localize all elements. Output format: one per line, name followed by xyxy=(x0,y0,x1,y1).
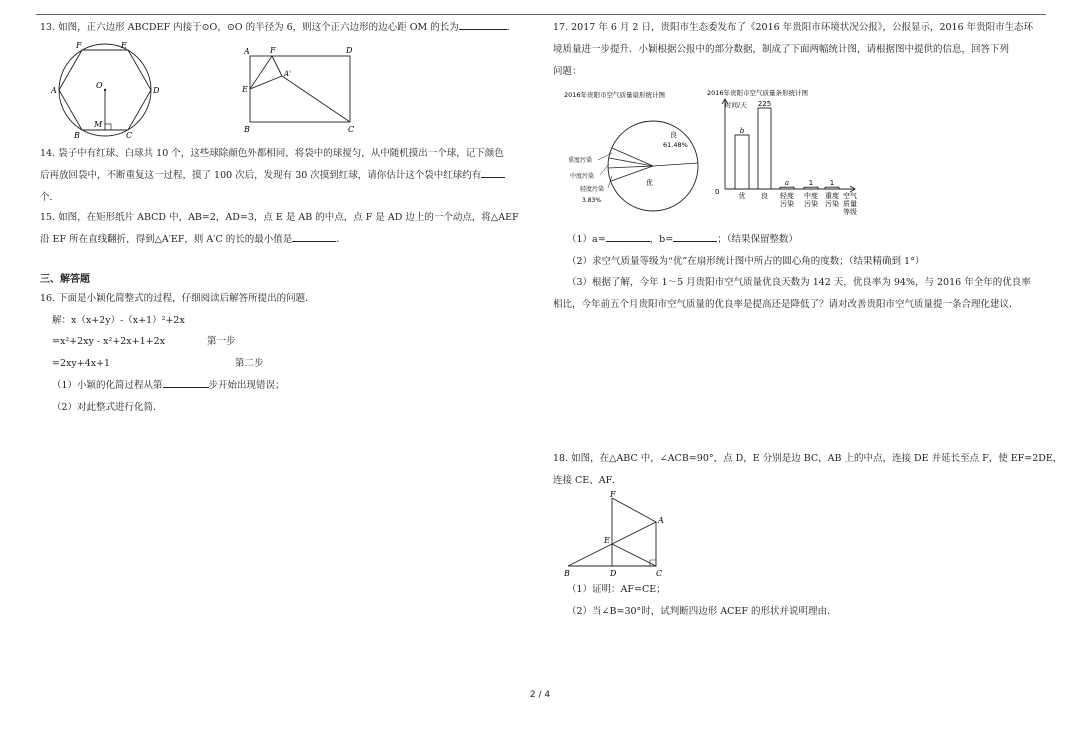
bar-1 xyxy=(758,108,771,189)
q17-sub1: （1）a= ，b= ；（结果保留整数） xyxy=(567,234,798,245)
q16-answer-blank[interactable] xyxy=(163,387,209,388)
tri-label-F: F xyxy=(610,490,616,499)
rect-label-E: E xyxy=(242,85,248,94)
q16-sub2: （2）对此整式进行化简． xyxy=(52,402,163,413)
bar-tick-label-4: 重度 xyxy=(825,192,839,200)
q17-sub3-line2: 相比，今年前五个月贵阳市空气质量的优良率是提高还是降低了？请对改善贵阳市空气质量提一条合理化建议． xyxy=(553,299,1019,310)
bar-xlabel-line: 空气 xyxy=(843,192,857,200)
bar-2 xyxy=(780,187,794,189)
hex-label-F: F xyxy=(76,41,82,50)
q15-answer-blank[interactable] xyxy=(292,241,336,242)
pie-label-qingdu-pct: 3.83% xyxy=(582,197,602,204)
bar-xlabel xyxy=(843,191,857,216)
pie-label-liang: 良 xyxy=(670,131,677,139)
bar-3 xyxy=(804,187,818,189)
q17-line1: 17. 2017 年 6 月 2 日，贵阳市生态委发布了《2016 年贵阳市环境状况公报》，公报显示，2016 年贵阳市生态环 xyxy=(553,22,1034,33)
hex-label-D: D xyxy=(153,86,160,95)
pie-label-liang-pct: 61.48% xyxy=(663,141,688,149)
pie-label-you: 优 xyxy=(646,179,653,187)
pie-label-qingdu: 轻度污染 xyxy=(580,186,605,193)
bar-data-label-1: 225 xyxy=(757,100,772,108)
pie-label-zhongdu: 中度污染 xyxy=(570,173,595,180)
q16-solve: 解：x（x+2y）-（x+1）²+2x xyxy=(52,315,185,326)
q14-line2: 后再放回袋中，不断重复这一过程，摸了 100 次后，发现有 30 次摸到红球，请你估计这个袋中红球约有 xyxy=(40,170,505,182)
hex-label-O: O xyxy=(96,81,103,90)
bar-data-label-4: 1 xyxy=(829,179,835,188)
hex-label-B: B xyxy=(74,131,80,138)
bar-tick-label-1: 良 xyxy=(761,192,768,200)
tri-label-A: A xyxy=(658,516,664,525)
bar-origin: 0 xyxy=(715,188,720,196)
bar-4 xyxy=(825,187,839,189)
tri-label-B: B xyxy=(564,569,570,578)
q16-sub1: （1）小颖的化简过程从第 步开始出现错误； xyxy=(52,380,285,391)
bar-title: 2016年贵阳市空气质量条形统计图 xyxy=(707,89,809,97)
section3-heading: 三、解答题 xyxy=(40,274,90,285)
pie-title: 2016年贵阳市空气质量扇形统计图 xyxy=(564,91,666,99)
rect-label-A: A xyxy=(244,47,250,56)
q13-answer-blank[interactable] xyxy=(459,29,507,30)
q16-step2-label: 第二步 xyxy=(235,358,264,369)
bar-tick-label-3: 中度 xyxy=(804,192,818,200)
rect-label-C: C xyxy=(348,125,355,134)
q18-sub1: （1）证明：AF=CE； xyxy=(567,584,666,595)
bar-tick-label-2: 污染 xyxy=(780,200,794,208)
q15-line1: 15. 如图，在矩形纸片 ABCD 中，AB=2，AD=3，点 E 是 AB 的中点，点 F 是 AD 边上的一个动点，将△AEF xyxy=(40,212,519,223)
q18-sub2: （2）当∠B=30°时，试判断四边形 ACEF 的形状并说明理由． xyxy=(567,606,837,617)
q15-line2: 沿 EF 所在直线翻折，得到△A′EF，则 A′C 的长的最小值是 ． xyxy=(40,234,346,245)
q14-line1: 14. 袋子中有红球、白球共 10 个，这些球除颜色外都相同，将袋中的球搅匀，从中随机摸出一个球，记下颜色 xyxy=(40,148,504,159)
pie-slice-edge-1 xyxy=(653,163,698,166)
q13-stem: 13. 如图，正六边形 ABCDEF 内接于⊙O，⊙O 的半径为 6，则这个正六边形的边心距 OM 的长为 ． xyxy=(40,22,517,33)
tri-label-E: E xyxy=(604,536,610,545)
pie-slice-edge-4 xyxy=(608,166,653,168)
rect-label-A-prime: A' xyxy=(284,70,291,78)
bar-xlabel-line: 等级 xyxy=(843,208,857,216)
q14-line3: 个． xyxy=(40,192,60,203)
q18-triangle-figure xyxy=(560,490,670,578)
q18-line2: 连接 CE、AF． xyxy=(553,475,622,486)
q16-step2-expr: =2xy+4x+1 xyxy=(52,358,111,369)
q14-answer-blank[interactable] xyxy=(481,177,505,178)
q16-step1-label: 第一步 xyxy=(207,336,236,347)
q17-bar-chart xyxy=(705,86,865,226)
bar-data-label-3: 1 xyxy=(808,179,814,188)
bar-tick-label-3: 污染 xyxy=(804,200,818,208)
q16-step1-expr: =x²+2xy - x²+2x+1+2x xyxy=(52,336,165,347)
q17-a-blank[interactable] xyxy=(606,241,650,242)
bar-0 xyxy=(735,135,749,189)
rect-label-F: F xyxy=(270,46,276,55)
rect-label-D: D xyxy=(346,46,353,55)
tri-label-D: D xyxy=(610,569,617,578)
q18-line1: 18. 如图，在△ABC 中，∠ACB=90°，点 D，E 分别是边 BC，AB 上的中点，连接 DE 并延长至点 F，使 EF=2DE， xyxy=(553,453,1063,464)
q17-pie-chart xyxy=(560,86,705,216)
bar-xlabel-line: 质量 xyxy=(843,200,857,208)
q16-stem: 16. 下面是小颖化简整式的过程，仔细阅读后解答所提出的问题． xyxy=(40,293,315,304)
bar-tick-label-0: 优 xyxy=(738,192,746,200)
page-number: 2 / 4 xyxy=(529,690,551,700)
q17-line2: 境质量进一步提升．小颖根据公报中的部分数据，制成了下面两幅统计图，请根据图中提供的信息，回答下列 xyxy=(553,44,1010,55)
pie-slice-edge-3 xyxy=(609,158,653,166)
q17-line3: 问题： xyxy=(553,66,582,77)
bar-data-label-2: a xyxy=(784,179,790,188)
hex-label-A: A xyxy=(51,86,57,95)
bar-ylabel: 时间/天 xyxy=(725,101,747,109)
bar-tick-label-4: 污染 xyxy=(825,200,839,208)
hex-label-E: E xyxy=(121,41,127,50)
q13-hexagon-figure xyxy=(50,38,165,138)
hex-label-M: M xyxy=(94,120,103,129)
tri-label-C: C xyxy=(656,569,663,578)
q17-sub3-line1: （3）根据了解，今年 1～5 月贵阳市空气质量优良天数为 142 天，优良率为 94%，与 2016 年全年的优良率 xyxy=(567,277,1031,288)
q17-b-blank[interactable] xyxy=(673,241,717,242)
hex-label-C: C xyxy=(126,131,133,138)
header-rule xyxy=(36,14,1046,15)
q17-sub2: （2）求空气质量等级为“优”在扇形统计图中所占的圆心角的度数；（结果精确到 1°） xyxy=(567,256,925,267)
q15-rectangle-figure xyxy=(236,42,366,134)
bar-marks xyxy=(735,100,839,208)
pie-slice-edge-2 xyxy=(612,148,653,166)
rect-label-B: B xyxy=(244,125,250,134)
bar-tick-label-2: 轻度 xyxy=(780,192,794,200)
pie-label-zhongdu2: 重度污染 xyxy=(568,157,593,164)
bar-data-label-0: b xyxy=(739,127,745,135)
